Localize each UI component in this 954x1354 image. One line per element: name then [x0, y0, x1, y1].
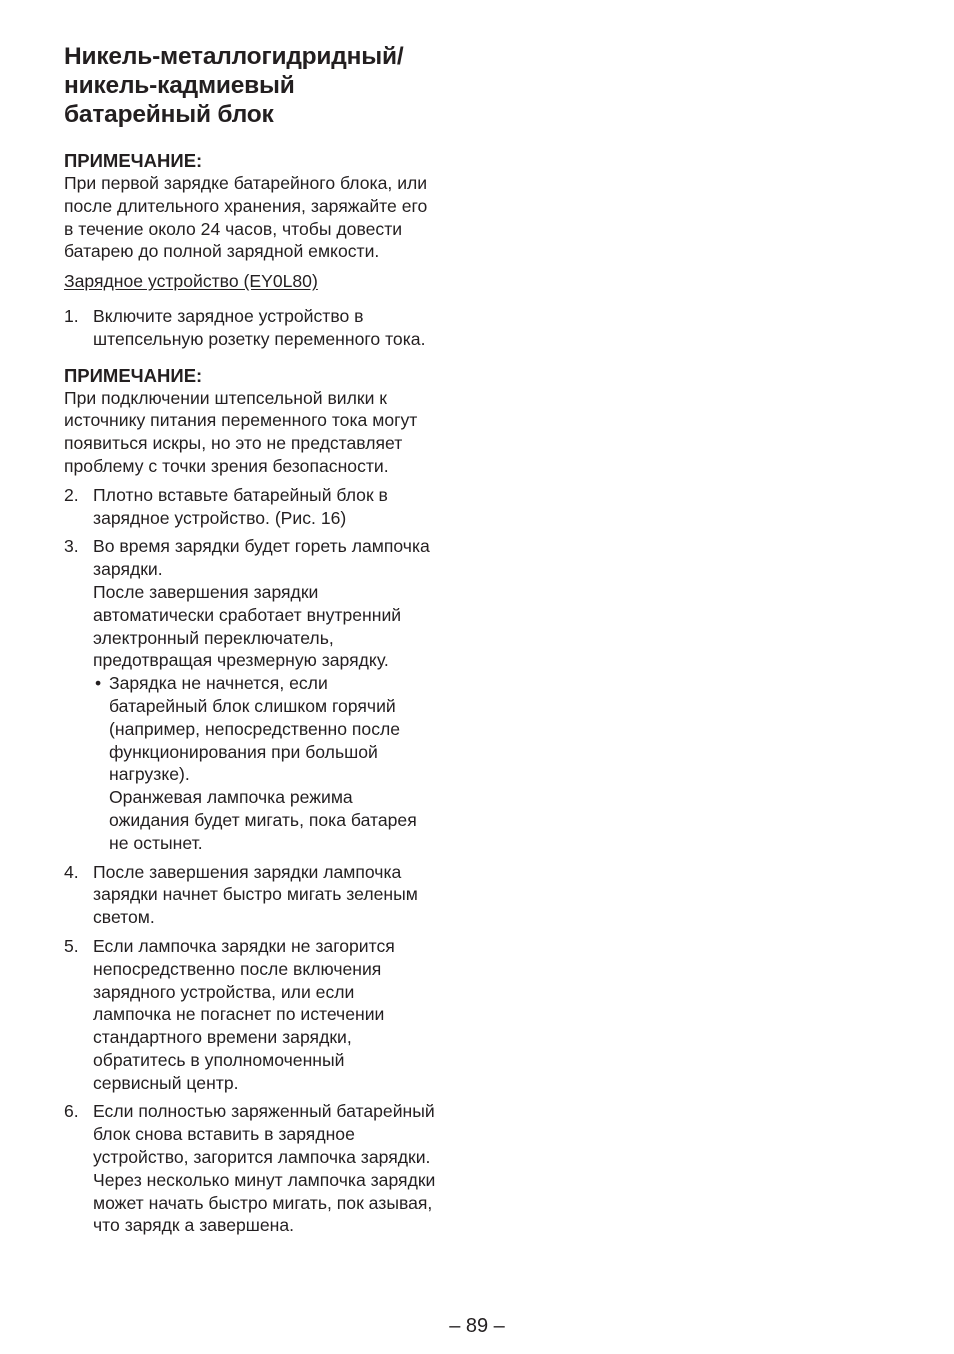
- list-item: [64, 1100, 464, 1237]
- title-line: батарейный блок: [64, 101, 274, 128]
- item-text: [93, 305, 464, 351]
- note-text: [64, 387, 464, 478]
- page-title: [64, 42, 464, 129]
- text-line: проблему с точки зрения безопасности.: [64, 455, 389, 476]
- text-line: в течение около 24 часов, чтобы довести: [64, 218, 403, 239]
- text-line: непосредственно после включения: [93, 958, 382, 979]
- content-column: [64, 42, 464, 1237]
- text-line: предотвращая чрезмерную зарядку.: [93, 650, 389, 671]
- text-line: не остынет.: [109, 832, 203, 853]
- text-line: зарядки.: [93, 559, 163, 580]
- text-line: функционирования при большой: [109, 741, 378, 762]
- text-line: зарядки начнет быстро мигать зеленым: [93, 884, 418, 905]
- text-line: ожидания будет мигать, пока батарея: [109, 809, 417, 830]
- note-text: [64, 172, 464, 263]
- note-sparks: [64, 364, 464, 478]
- text-line: стандартного времени зарядки,: [93, 1027, 352, 1048]
- charger-model-heading: Зарядное устройство (EY0L80): [64, 271, 318, 292]
- text-line: Во время зарядки будет гореть лампочка: [93, 536, 430, 557]
- note-heading: ПРИМЕЧАНИЕ:: [64, 364, 203, 386]
- text-line: Если полностью заряженный батарейный: [93, 1101, 435, 1122]
- text-line: Плотно вставьте батарейный блок в: [93, 484, 388, 505]
- text-line: после длительного хранения, заряжайте его: [64, 195, 428, 216]
- title-line: Никель-металлогидридный/: [64, 43, 404, 70]
- text-line: обратитесь в уполномоченный: [93, 1049, 345, 1070]
- text-line: зарядного устройства, или если: [93, 981, 355, 1002]
- list-item: [64, 535, 464, 854]
- list-item: [64, 305, 464, 351]
- text-line: Через несколько минут лампочка зарядки: [93, 1169, 436, 1190]
- bullet-text: [109, 672, 464, 854]
- text-line: сервисный центр.: [93, 1072, 239, 1093]
- item-text: [93, 861, 464, 929]
- item-text: [93, 535, 464, 854]
- text-line: электронный переключатель,: [93, 627, 334, 648]
- item-number: 1.: [64, 305, 79, 326]
- text-line: Оранжевая лампочка режима: [109, 787, 353, 808]
- item-number: 2.: [64, 484, 79, 505]
- text-line: появиться искры, но это не представляет: [64, 433, 403, 454]
- item-text: [93, 1100, 464, 1237]
- text-line: устройство, загорится лампочка зарядки.: [93, 1147, 431, 1168]
- item-number: 5.: [64, 935, 79, 956]
- text-line: батарею до полной зарядной емкости.: [64, 241, 380, 262]
- text-line: Если лампочка зарядки не загорится: [93, 935, 395, 956]
- text-line: Включите зарядное устройство в: [93, 305, 364, 326]
- item-number: 6.: [64, 1101, 79, 1122]
- page-number: – 89 –: [449, 1315, 505, 1337]
- item-text: [93, 935, 464, 1095]
- text-line: После завершения зарядки лампочка: [93, 861, 402, 882]
- text-line: зарядное устройство. (Рис. 16): [93, 507, 347, 528]
- text-line: может начать быстро мигать, пок азывая,: [93, 1192, 433, 1213]
- item-number: 3.: [64, 536, 79, 557]
- note-heading: ПРИМЕЧАНИЕ:: [64, 150, 203, 171]
- text-line: батарейный блок слишком горячий: [109, 695, 396, 716]
- text-line: При первой зарядке батарейного блока, или: [64, 173, 428, 193]
- bullet-item: [95, 672, 464, 854]
- item-text: [93, 484, 464, 530]
- text-line: Зарядка не начнется, если: [109, 673, 328, 694]
- text-line: что зарядк а завершена.: [93, 1215, 295, 1236]
- text-line: блок снова вставить в зарядное: [93, 1124, 355, 1145]
- text-line: светом.: [93, 907, 155, 928]
- text-line: После завершения зарядки: [93, 581, 319, 602]
- text-line: штепсельную розетку переменного тока.: [93, 328, 426, 349]
- list-item: [64, 861, 464, 929]
- text-line: При подключении штепсельной вилки к: [64, 387, 388, 408]
- text-line: автоматически сработает внутренний: [93, 604, 402, 625]
- list-item: [64, 484, 464, 530]
- list-item: [64, 935, 464, 1095]
- text-line: нагрузке).: [109, 764, 190, 785]
- note-first-charge: [64, 149, 464, 263]
- item-number: 4.: [64, 861, 79, 882]
- text-line: (например, непосредственно после: [109, 718, 401, 739]
- text-line: лампочка не погаснет по истечении: [93, 1004, 385, 1025]
- title-line: никель-кадмиевый: [64, 72, 295, 99]
- text-line: источнику питания переменного тока могут: [64, 410, 418, 431]
- bullet-mark: •: [95, 673, 102, 694]
